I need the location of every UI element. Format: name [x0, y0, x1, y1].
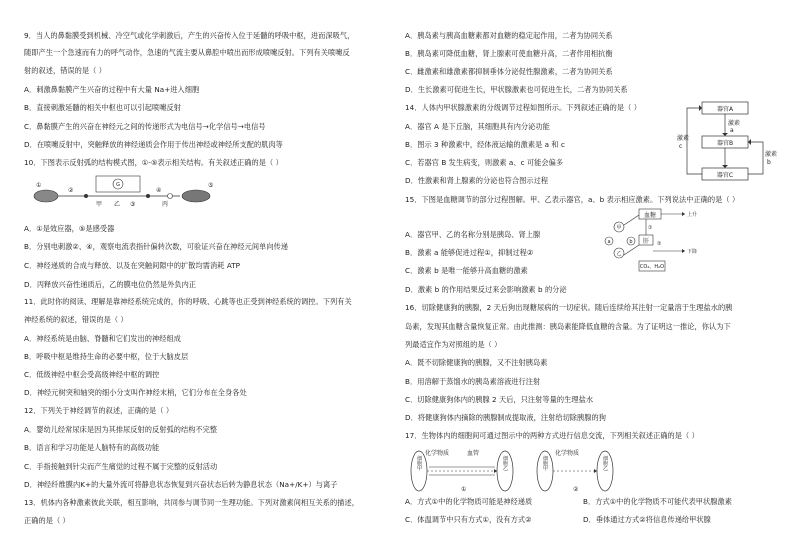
question-14-option-c: C．若器官 B 发生病变，则激素 a、c 可能会偏多 — [405, 158, 564, 167]
question-9-option-c: C．鼻黏膜产生的兴奋在神经元之间的传递形式为电信号→化学信号→电信号 — [24, 122, 266, 131]
thyroid-regulation-figure — [675, 98, 778, 184]
question-13-option-a: A．胰岛素与胰高血糖素都对血糖的稳定起作用，二者为协同关系 — [405, 31, 613, 40]
fig10-label-jia: 甲 — [96, 201, 103, 208]
question-13-stem-line-1: 13．机体内各种激素彼此关联，相互影响，共同参与调节同一生理功能。下列对激素间相互关系的描述， — [24, 498, 359, 507]
fig15-hormone-b: b — [629, 239, 633, 245]
fig14-hormone-left: 激素 — [677, 135, 690, 142]
fig14-hormone-left-id: c — [679, 143, 683, 150]
fig14-hormone-mid: 激素 — [728, 120, 741, 127]
fig14-hormone-right-id: b — [767, 159, 771, 166]
fig14-organ-c: 器官C — [716, 172, 734, 179]
question-16-option-b: B．用溶解于蒸馏水的胰岛素溶液进行注射 — [405, 377, 541, 386]
fig17-cell-a-1: 细胞甲 — [416, 455, 422, 471]
cell-communication-figure — [405, 443, 705, 497]
question-14-option-b: B．图示 3 种激素中，经体液运输的激素是 a 和 c — [405, 140, 566, 149]
fig15-blood-glucose: 血糖 — [643, 212, 657, 219]
question-11-option-c: C．低级神经中枢会受高级神经中枢的调控 — [24, 370, 160, 379]
question-9-option-d: D．在喷嚏反射中，突触释放的神经递质会作用于传出神经或神经所支配的肌肉等 — [24, 140, 283, 149]
fig17-cell-b-2: 细胞乙 — [602, 455, 608, 471]
question-11-option-a: A．神经系统是由脑、脊髓和它们发出的神经组成 — [24, 334, 181, 343]
question-12-stem: 12．下列关于神经调节的叙述，正确的是（ ） — [24, 406, 174, 415]
question-12-option-a: A．婴幼儿经常尿床是因为其排尿反射的反射弧的结构不完整 — [24, 425, 218, 434]
fig15-process-2: ② — [657, 241, 662, 247]
fig17-way-2: ② — [573, 486, 579, 493]
fig15-organ-jia: 甲 — [616, 225, 622, 231]
fig15-products: CO₂、H₂O — [639, 264, 665, 270]
fig14-hormone-right: 激素 — [765, 151, 778, 158]
question-16-stem-line-1: 16．切除健康狗的胰腺，2 天后狗出现糖尿病的一切症状。随后连续给其注射一定量溶于生理盐水的胰 — [405, 303, 733, 312]
question-12-option-b: B．语言和学习功能是人脑特有的高级功能 — [24, 443, 160, 452]
fig10-label-yi: 乙 — [114, 201, 121, 208]
fig14-hormone-mid-id: a — [730, 127, 734, 134]
fig15-organ-yi: 乙 — [616, 251, 622, 257]
question-10-option-a: A．①是效应器，⑤是感受器 — [24, 224, 115, 233]
question-11-option-d: D．神经元树突和轴突的细小分支叫作神经末梢，它们分布在全身各处 — [24, 388, 247, 397]
question-9-stem-line-3: 射的叙述，错误的是（ ） — [24, 66, 106, 75]
question-11-option-b: B．呼吸中枢是维持生命的必要中枢，位于大脑皮层 — [24, 352, 189, 361]
fig15-fall: 下降 — [687, 249, 698, 255]
svg-text:G: G — [116, 182, 120, 188]
fig10-label-2: ② — [68, 187, 74, 194]
fig10-label-3: ③ — [130, 201, 136, 208]
fig17-cell-b-1: 细胞乙 — [502, 455, 508, 471]
question-16-option-a: A．既不切除健康狗的胰腺，又不注射胰岛素 — [405, 358, 548, 367]
question-14-option-d: D．性激素和肾上腺素的分泌也符合图示过程 — [405, 176, 549, 185]
fig14-organ-a: 器官A — [716, 106, 734, 113]
fig15-hormone-a: a — [607, 239, 611, 245]
question-10-stem: 10．下图表示反射弧的结构模式图，①-⑤表示相关结构。有关叙述正确的是（ ） — [24, 158, 283, 167]
question-14-option-a: A．器官 A 是下丘脑，其细胞具有内分泌功能 — [405, 122, 550, 131]
question-9-stem-line-2: 随即产生一个急速而有力的呼气动作，急速的气流主要从鼻腔中喷出而形成喷嚏反射。下列有关喷嚏反 — [24, 48, 350, 57]
fig10-label-1: ① — [36, 182, 42, 189]
question-17-option-a: A．方式①中的化学物质可能是神经递质 — [405, 497, 533, 506]
fig10-label-4: ④ — [156, 187, 162, 194]
question-15-option-d: D．激素 b 的作用结果反过来会影响激素 b 的分泌 — [405, 285, 567, 294]
question-11-stem-line-2: 神经系统的叙述，错误的是（ ） — [24, 315, 128, 324]
question-9-stem-line-1: 9．当人的鼻黏膜受到机械、冷空气或化学刺激后，产生的兴奋传入位于延髓的呼吸中枢，进而深吸气， — [24, 31, 355, 40]
question-9-option-b: B．直接刺激延髓的相关中枢也可以引起喷嚏反射 — [24, 103, 181, 112]
question-12-option-c: C．手指接触到针尖而产生痛觉的过程不属于完整的反射活动 — [24, 462, 218, 471]
fig10-label-bing: 丙 — [162, 201, 169, 208]
question-17-stem: 17．生物体内的细胞间可通过图示中的两种方式进行信息交流，下列相关叙述正确的是（ ） — [405, 431, 699, 440]
question-13-option-b: B．胰岛素可降低血糖，肾上腺素可使血糖升高，二者作用相抗衡 — [405, 49, 613, 58]
question-11-stem-line-1: 11．此时你的阅读、理解是靠神经系统完成的，你的呼吸、心跳等也正受到神经系统的调控。下列有关 — [24, 297, 352, 306]
blood-glucose-figure — [601, 205, 701, 277]
fig14-organ-b: 器官B — [716, 140, 734, 147]
reflex-arc-figure — [30, 172, 220, 212]
question-15-option-a: A．器官甲、乙的名称分别是胰岛、肾上腺 — [405, 230, 541, 239]
question-15-stem: 15．下图是血糖调节的部分过程图解。甲、乙表示器官，a、b 表示相应激素。下列说法中正确的是（ ） — [405, 195, 740, 204]
fig15-process-1: ① — [648, 225, 653, 231]
question-15-option-c: C．激素 b 是唯一能够升高血糖的激素 — [405, 266, 528, 275]
question-12-option-d: D．神经纤维膜内K+的大量外流可将静息状态恢复到兴奋状态后转为静息状态（Na+/K+）与离子 — [24, 480, 338, 489]
question-16-stem-line-2: 岛素，发现其血糖含量恢复正常。由此推测：胰岛素能降低血糖的含量。为了证明这一推论，你认为下 — [405, 322, 731, 331]
fig17-vessel-label: 血管 — [467, 450, 480, 457]
question-17-option-b: B．方式①中的化学物质不可能代表甲状腺激素 — [583, 497, 732, 506]
question-17-option-c: C．体温调节中只有方式①，没有方式② — [405, 515, 532, 524]
question-14-stem: 14．人体内甲状腺激素的分级调节过程如图所示。下列叙述正确的是（ ） — [405, 103, 641, 112]
question-16-stem-line-3: 列最适宜作为对照组的是（ ） — [405, 340, 502, 349]
question-10-option-c: C．神经递质的合成与释放、以及在突触间隙中的扩散均需消耗 ATP — [24, 261, 241, 270]
fig17-cell-a-2: 细胞甲 — [542, 455, 548, 471]
question-10-option-b: B．分别电刺激②、④，观察电流表指针偏转次数，可验证兴奋在神经元间单向传递 — [24, 242, 289, 251]
fig17-chem-label-1: 化学物质 — [425, 450, 450, 457]
question-16-option-d: D．将健康狗体内摘除的胰腺制成提取液，注射给切除胰腺的狗 — [405, 413, 606, 422]
question-15-option-b: B．激素 a 能够促进过程①，抑制过程② — [405, 248, 534, 257]
question-17-option-d: D．垂体通过方式②将信息传递给甲状腺 — [583, 515, 711, 524]
fig17-way-1: ① — [461, 486, 467, 493]
question-9-option-a: A．刺激鼻黏膜产生兴奋的过程中有大量 Na+进入细胞 — [24, 85, 200, 94]
question-16-option-c: C．切除健康狗体内的胰腺 2 天后，只注射等量的生理盐水 — [405, 395, 594, 404]
question-13-option-d: D．生长激素可促进生长，甲状腺激素也可促进生长，二者为协同关系 — [405, 85, 628, 94]
question-13-stem-line-2: 正确的是（ ） — [24, 516, 70, 525]
fig15-rise: 上升 — [687, 212, 698, 218]
fig10-label-5: ⑤ — [208, 182, 214, 189]
question-13-option-c: C．雌激素和雄激素都抑制垂体分泌促性腺激素，二者为协同关系 — [405, 67, 613, 76]
question-10-option-d: D．丙释放兴奋性递质后，乙的膜电位仍然是外负内正 — [24, 280, 197, 289]
fig15-liver: 肝 — [642, 238, 650, 245]
fig17-chem-label-2: 化学物质 — [555, 450, 580, 457]
